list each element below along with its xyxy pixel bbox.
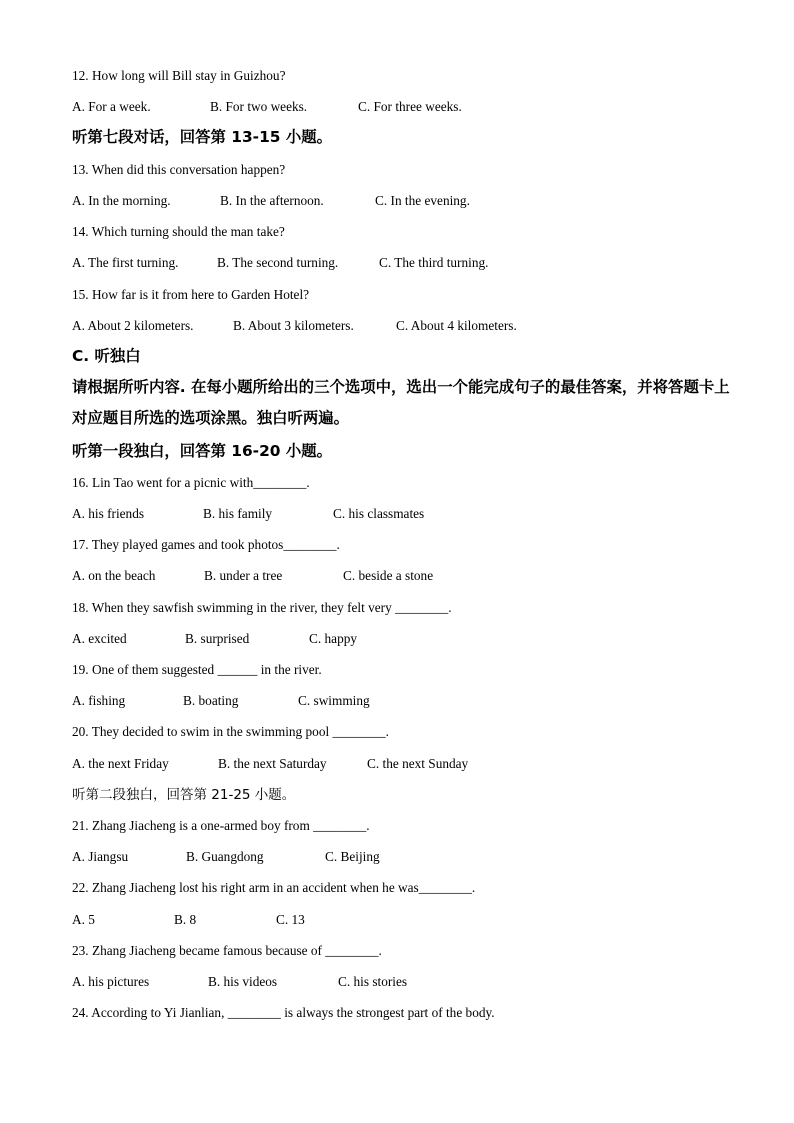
- question-20: 20. They decided to swim in the swimming pool ________.: [72, 724, 390, 739]
- question-14: 14. Which turning should the man take?: [72, 224, 285, 239]
- question-20-options: [72, 755, 732, 773]
- question-20-option-c: C. the next Sunday: [367, 756, 469, 771]
- monologue-1-heading: 听第一段独白，回答第 16-20 小题。: [72, 442, 333, 460]
- question-18-option-b: B. surprised: [185, 631, 250, 646]
- question-15-options: [72, 317, 732, 335]
- question-14-option-b: B. The second turning.: [217, 255, 339, 270]
- question-16: 16. Lin Tao went for a picnic with________.: [72, 475, 310, 490]
- monologue-2-heading: 听第二段独白，回答第 21-25 小题。: [72, 787, 296, 803]
- question-22-option-c: C. 13: [276, 912, 305, 927]
- question-17-option-b: B. under a tree: [204, 568, 283, 583]
- question-19-option-b: B. boating: [183, 693, 239, 708]
- question-18-options: [72, 630, 732, 648]
- question-21: 21. Zhang Jiacheng is a one-armed boy from ________.: [72, 818, 370, 833]
- question-13-options: [72, 192, 732, 210]
- question-12-option-b: B. For two weeks.: [210, 99, 308, 114]
- question-23-option-b: B. his videos: [208, 974, 278, 989]
- question-16-option-a: A. his friends: [72, 506, 145, 521]
- question-15-option-a: A. About 2 kilometers.: [72, 318, 194, 333]
- question-15-option-c: C. About 4 kilometers.: [396, 318, 517, 333]
- part-c-instructions: 请根据所听内容. 在每小题所给出的三个选项中，选出一个能完成句子的最佳答案，并将答题卡上对应题目所选的选项涂黑。独白听两遍。: [72, 378, 730, 427]
- question-13-option-a: A. In the morning.: [72, 193, 171, 208]
- section-7-heading: 听第七段对话，回答第 13-15 小题。: [72, 128, 333, 146]
- part-c-title: C. 听独白: [72, 347, 141, 365]
- question-15-option-b: B. About 3 kilometers.: [233, 318, 354, 333]
- question-16-option-b: B. his family: [203, 506, 273, 521]
- question-22-option-a: A. 5: [72, 912, 95, 927]
- question-20-option-a: A. the next Friday: [72, 756, 169, 771]
- question-19: 19. One of them suggested ______ in the river.: [72, 662, 322, 677]
- question-12-option-c: C. For three weeks.: [358, 99, 462, 114]
- question-18: 18. When they sawfish swimming in the river, they felt very ________.: [72, 600, 452, 615]
- question-13-option-b: B. In the afternoon.: [220, 193, 324, 208]
- question-22: 22. Zhang Jiacheng lost his right arm in an accident when he was________.: [72, 880, 476, 895]
- question-16-options: [72, 505, 732, 523]
- question-17: 17. They played games and took photos________.: [72, 537, 340, 552]
- question-23: 23. Zhang Jiacheng became famous because of ________.: [72, 943, 382, 958]
- question-16-option-c: C. his classmates: [333, 506, 425, 521]
- question-18-option-c: C. happy: [309, 631, 358, 646]
- question-14-options: [72, 254, 732, 272]
- question-24: 24. According to Yi Jianlian, ________ is always the strongest part of the body.: [72, 1005, 495, 1020]
- question-21-option-b: B. Guangdong: [186, 849, 264, 864]
- question-12-options: [72, 98, 732, 116]
- question-20-option-b: B. the next Saturday: [218, 756, 327, 771]
- question-17-option-a: A. on the beach: [72, 568, 156, 583]
- question-23-option-c: C. his stories: [338, 974, 408, 989]
- question-23-option-a: A. his pictures: [72, 974, 150, 989]
- question-14-option-c: C. The third turning.: [379, 255, 489, 270]
- question-19-option-c: C. swimming: [298, 693, 370, 708]
- question-12-option-a: A. For a week.: [72, 99, 151, 114]
- question-15: 15. How far is it from here to Garden Hotel?: [72, 287, 310, 302]
- question-22-option-b: B. 8: [174, 912, 197, 927]
- question-19-option-a: A. fishing: [72, 693, 126, 708]
- question-22-options: [72, 911, 732, 929]
- question-14-option-a: A. The first turning.: [72, 255, 179, 270]
- question-18-option-a: A. excited: [72, 631, 127, 646]
- question-21-options: [72, 848, 732, 866]
- question-12: 12. How long will Bill stay in Guizhou?: [72, 68, 286, 83]
- question-21-option-a: A. Jiangsu: [72, 849, 129, 864]
- question-17-options: [72, 567, 732, 585]
- question-17-option-c: C. beside a stone: [343, 568, 434, 583]
- question-13-option-c: C. In the evening.: [375, 193, 470, 208]
- question-23-options: [72, 973, 732, 991]
- question-19-options: [72, 692, 732, 710]
- question-21-option-c: C. Beijing: [325, 849, 380, 864]
- question-13: 13. When did this conversation happen?: [72, 162, 286, 177]
